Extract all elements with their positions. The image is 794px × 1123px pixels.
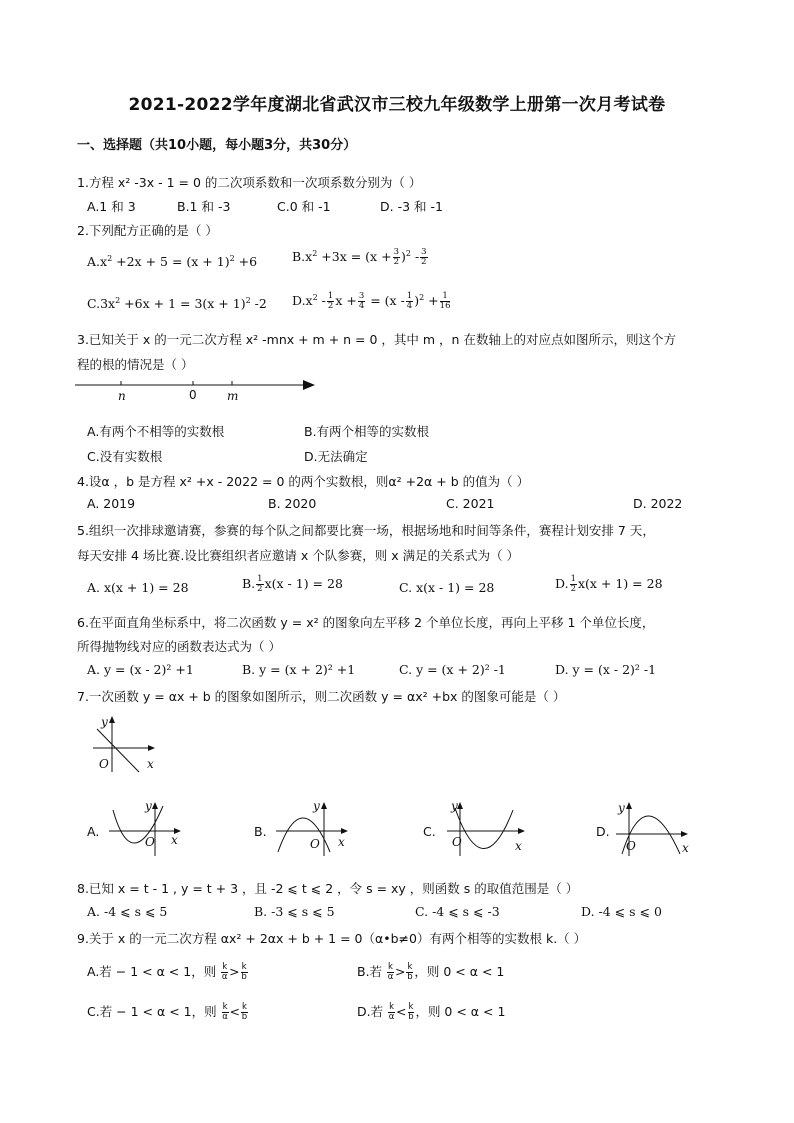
q3-option-a[interactable]: A.有两个不相等的实数根 [87,424,225,439]
q7-axis-x: x [147,757,154,771]
svg-text:O: O [310,837,320,851]
q3-label-0: 0 [189,388,197,402]
svg-text:O: O [145,835,155,849]
q4-option-a[interactable]: A. 2019 [87,496,136,511]
q8-stem: 8.已知 x = t - 1 , y = t + 3 ，且 -2 ⩽ t ⩽ 2 ，令 s = xy ，则函数 s 的取值范围是（ ） [77,881,579,896]
q8-option-b[interactable]: B. -3 ⩽ s ⩽ 5 [254,904,335,919]
q8-option-c[interactable]: C. -4 ⩽ s ⩽ -3 [415,904,500,919]
q7-option-a-label[interactable]: A. [87,824,100,839]
q1-option-a[interactable]: A.1 和 3 [87,199,136,214]
q3-label-m: m [227,389,239,403]
q8-option-a[interactable]: A. -4 ⩽ s ⩽ 5 [87,904,168,919]
q1-option-c[interactable]: C.0 和 -1 [277,199,331,214]
svg-text:x: x [171,833,178,847]
q6-stem-line2: 所得抛物线对应的函数表达式为（ ） [77,639,281,654]
q5-stem-line1: 5.组织一次排球邀请赛，参赛的每个队之间都要比赛一场，根据场地和时间等条件，赛程计划安排 7 天， [77,523,655,538]
svg-text:x: x [338,835,345,849]
q5-option-d[interactable]: D. $\frac{1}{2}$ x(x + 1) = 28 [555,574,663,594]
svg-text:x: x [515,839,522,853]
q7-option-d-graph[interactable] [612,798,702,858]
q2-stem: 2.下列配方正确的是（ ） [77,223,218,238]
q3-option-c[interactable]: C.没有实数根 [87,449,163,464]
q3-label-n: n [118,389,126,403]
q1-option-d[interactable]: D. -3 和 -1 [380,199,443,214]
q3-number-line [75,375,325,403]
q6-stem-line1: 6.在平面直角坐标系中，将二次函数 y = x² 的图象向左平移 2 个单位长度，再向上平移 1 个单位长度， [77,615,655,630]
svg-text:x: x [682,841,689,855]
q7-option-c-label[interactable]: C. [423,824,436,839]
q3-stem-line1: 3.已知关于 x 的一元二次方程 x² -mnx + m + n = 0 ，其中 m ，n 在数轴上的对应点如图所示，则这个方 [77,332,676,347]
q9-option-b[interactable]: B.若 $\frac{k}{\alpha}$ > $\frac{k}{b}$ ，则 0 < α < 1 [357,962,505,982]
q4-option-b[interactable]: B. 2020 [268,496,317,511]
q4-option-c[interactable]: C. 2021 [446,496,495,511]
q8-option-d[interactable]: D. -4 ⩽ s ⩽ 0 [581,904,662,919]
q3-option-d[interactable]: D.无法确定 [304,449,368,464]
section-heading: 一、选择题（共10小题，每小题3分，共30分） [77,138,357,153]
q9-option-d[interactable]: D.若 $\frac{k}{\alpha}$ < $\frac{k}{b}$ ，则 0 < α < 1 [357,1002,506,1022]
q1-option-b[interactable]: B.1 和 -3 [177,199,231,214]
q2-option-b[interactable]: $B.x^2 +3x = (x$ + $\frac{3}{2}$ )$^2$ - $\frac{3}{2}$ [292,247,427,267]
q1-stem: 1.方程 x² -3x - 1 = 0 的二次项系数和一次项系数分别为（ ） [77,175,422,190]
q9-option-c[interactable]: C.若 − 1 < α < 1，则 $\frac{k}{\alpha}$ < $\frac{k}{b}$ [87,1002,248,1022]
q7-option-b-graph[interactable] [272,798,352,858]
q2-option-d[interactable]: $D.x^2$ - $\frac{1}{2}$ x + $\frac{3}{4}$ = (x - $\frac{1}{4}$ )$^2$ + $\frac{1}{16}$ [292,291,451,311]
q5-option-a[interactable]: A. x(x + 1) = 28 [87,580,189,595]
page-title: 2021-2022学年度湖北省武汉市三校九年级数学上册第一次月考试卷 [128,95,666,115]
q9-option-a[interactable]: A.若 − 1 < α < 1，则 $\frac{k}{\alpha}$ > $\frac{k}{b}$ [87,962,247,982]
q3-option-b[interactable]: B.有两个相等的实数根 [304,424,430,439]
q9-stem: 9.关于 x 的一元二次方程 αx² + 2αx + b + 1 = 0（α•b≠0）有两个相等的实数根 k.（ ） [77,931,587,946]
q4-stem: 4.设α ，b 是方程 x² +x - 2022 = 0 的两个实数根，则α² +2α + b 的值为（ ） [77,474,530,489]
q3-stem-line2: 程的根的情况是（ ） [77,357,194,372]
svg-text:y: y [618,801,625,815]
q6-option-a[interactable]: A. y = (x - 2)² +1 [87,662,194,677]
q7-option-d-label[interactable]: D. [596,824,610,839]
q2-option-a[interactable]: $A.x^2 +2x + 5 = (x + 1)^2 +6$ [87,253,258,269]
q7-option-b-label[interactable]: B. [254,824,267,839]
q5-option-c[interactable]: C. x(x - 1) = 28 [399,580,495,595]
q6-option-c[interactable]: C. y = (x + 2)² -1 [399,662,506,677]
q2-option-c[interactable]: $C.3x^2 +6x + 1 = 3(x + 1)^2$ -2 [87,295,267,311]
svg-text:O: O [452,835,462,849]
svg-text:O: O [626,839,636,853]
svg-text:y: y [451,799,458,813]
q7-linear-graph [85,712,165,774]
q7-option-a-graph[interactable] [105,798,185,858]
q7-stem: 7.一次函数 y = αx + b 的图象如图所示，则二次函数 y = αx² +bx 的图象可能是（ ） [77,689,566,704]
q6-option-d[interactable]: D. y = (x - 2)² -1 [555,662,657,677]
q4-option-d[interactable]: D. 2022 [633,496,683,511]
q7-option-c-graph[interactable] [443,798,533,858]
q5-option-b[interactable]: B. $\frac{1}{2}$ x(x - 1) = 28 [242,574,343,594]
q7-axis-y: y [101,715,108,729]
q7-origin: O [99,757,109,771]
q5-stem-line2: 每天安排 4 场比赛.设比赛组织者应邀请 x 个队参赛，则 x 满足的关系式为（ ） [77,548,520,563]
svg-text:y: y [145,799,152,813]
q6-option-b[interactable]: B. y = (x + 2)² +1 [242,662,356,677]
svg-text:y: y [313,799,320,813]
